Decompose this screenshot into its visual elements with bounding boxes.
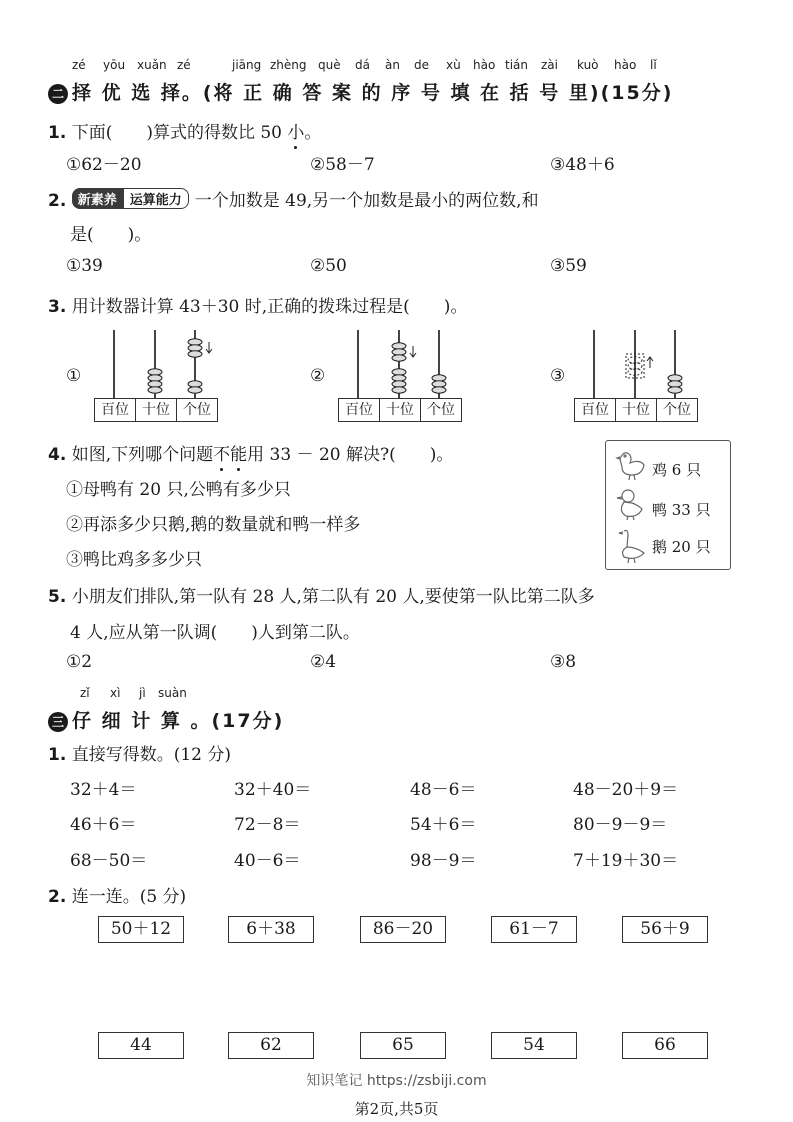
tag-skill: 运算能力	[123, 188, 189, 209]
pinyin: jiāng	[232, 58, 262, 72]
question-text: 如图,下列哪个问题	[71, 445, 214, 465]
calc-item[interactable]: 7＋19＋30＝	[573, 851, 679, 871]
question-5	[48, 582, 595, 607]
pinyin: hào	[473, 58, 496, 72]
match-answer-box[interactable]: 54	[491, 1032, 577, 1059]
question-text: 下面( )算式的得数比 50	[71, 123, 288, 143]
emphasis-char: 不	[213, 445, 231, 465]
calc-item[interactable]: 68－50＝	[70, 851, 148, 871]
pinyin: xuǎn	[137, 58, 167, 72]
pinyin: xì	[110, 686, 121, 700]
footer-watermark: 知识笔记 https://zsbiji.com	[306, 1073, 487, 1089]
match-expression-box[interactable]: 86－20	[360, 916, 446, 943]
pinyin: zǐ	[80, 686, 90, 700]
question-number: 2.	[48, 191, 67, 211]
q5-option-c[interactable]: ③8	[550, 652, 577, 672]
q4-option-b[interactable]: ②再添多少只鹅,鹅的数量就和鸭一样多	[66, 515, 361, 535]
calc-item[interactable]: 48－20＋9＝	[573, 780, 679, 800]
goose-count: 鹅 20 只	[652, 538, 711, 556]
match-expression-box[interactable]: 56＋9	[622, 916, 708, 943]
pinyin: jì	[139, 686, 146, 700]
calc-item[interactable]: 80－9－9＝	[573, 815, 668, 835]
place-label-ones: 个位	[663, 402, 691, 418]
match-expression-box[interactable]: 50＋12	[98, 916, 184, 943]
question-text: 小朋友们排队,第一队有 28 人,第二队有 20 人,要使第一队比第二队多	[71, 587, 595, 607]
section2-title-text: 择 优 选 择。(将 正 确 答 案 的 序 号 填 在 括 号 里)(15分)	[72, 82, 674, 104]
q2-option-a[interactable]: ①39	[66, 256, 103, 276]
place-label-hundreds: 百位	[339, 399, 380, 421]
section-number-badge: 二	[48, 84, 68, 104]
question-number: 5.	[48, 587, 67, 607]
pinyin: àn	[385, 58, 400, 72]
calc-item[interactable]: 72－8＝	[234, 815, 301, 835]
duck-icon	[614, 487, 648, 521]
pinyin: kuò	[577, 58, 599, 72]
match-expression-box[interactable]: 6＋38	[228, 916, 314, 943]
tag-new-literacy: 新素养	[72, 188, 123, 209]
pinyin: xù	[446, 58, 461, 72]
abacus-beads	[94, 330, 218, 398]
place-label-ones: 个位	[183, 402, 211, 418]
question-2	[48, 186, 539, 211]
emphasis-char: 能	[230, 445, 248, 465]
section2-title	[48, 78, 673, 105]
calc-item[interactable]: 32＋40＝	[234, 780, 312, 800]
pinyin: suàn	[158, 686, 187, 700]
pinyin: zé	[72, 58, 86, 72]
question-number: 1.	[48, 745, 67, 765]
question-2-line2: 是( )。	[70, 225, 152, 245]
abacus-beads	[574, 330, 698, 398]
goose-icon	[614, 527, 648, 565]
abacus-c	[574, 330, 698, 422]
match-expression-box[interactable]: 61－7	[491, 916, 577, 943]
question-text-end: 用 33 － 20 解决?( )。	[247, 445, 454, 465]
q4-option-c[interactable]: ③鸭比鸡多多少只	[66, 550, 202, 570]
question-text: 连一连。(5 分)	[71, 887, 187, 907]
page-number: 第2页,共5页	[354, 1100, 439, 1118]
abacus-beads	[338, 330, 462, 398]
match-answer-box[interactable]: 62	[228, 1032, 314, 1059]
calc-item[interactable]: 98－9＝	[410, 851, 477, 871]
question-3	[48, 292, 467, 317]
place-label-hundreds: 百位	[95, 399, 136, 421]
place-label-ones: 个位	[427, 402, 455, 418]
calc-item[interactable]: 32＋4＝	[70, 780, 137, 800]
question-number: 2.	[48, 887, 67, 907]
chicken-count: 鸡 6 只	[652, 461, 702, 479]
pinyin: hào	[614, 58, 637, 72]
question-4	[48, 440, 453, 465]
pinyin: què	[318, 58, 341, 72]
q2-option-c[interactable]: ③59	[550, 256, 587, 276]
q1-option-a[interactable]: ①62－20	[66, 155, 142, 175]
question-number: 4.	[48, 445, 67, 465]
duck-count: 鸭 33 只	[652, 501, 711, 519]
place-label-hundreds: 百位	[575, 399, 616, 421]
question-text: 直接写得数。(12 分)	[71, 745, 232, 765]
q5-option-a[interactable]: ①2	[66, 652, 93, 672]
place-label-tens: 十位	[136, 399, 177, 421]
question-text: 一个加数是 49,另一个加数是最小的两位数,和	[194, 191, 539, 211]
pinyin: tián	[505, 58, 528, 72]
place-label-row	[94, 398, 218, 422]
calc-item[interactable]: 46＋6＝	[70, 815, 137, 835]
pinyin: zé	[177, 58, 191, 72]
chicken-icon	[614, 445, 648, 481]
pinyin: yōu	[103, 58, 126, 72]
section3-title-text: 仔 细 计 算 。(17分)	[72, 710, 285, 732]
emphasis-char: 小	[287, 123, 305, 143]
s3-question-1	[48, 740, 231, 765]
q4-option-a[interactable]: ①母鸭有 20 只,公鸭有多少只	[66, 480, 291, 500]
q1-option-b[interactable]: ②58－7	[310, 155, 375, 175]
pinyin: zhèng	[270, 58, 307, 72]
question-text: 用计数器计算 43＋30 时,正确的拨珠过程是( )。	[71, 297, 468, 317]
q3-option-a[interactable]: ①	[66, 366, 82, 386]
q2-option-b[interactable]: ②50	[310, 256, 347, 276]
pinyin: de	[414, 58, 429, 72]
question-text-end: 。	[304, 123, 322, 143]
question-5-line2: 4 人,应从第一队调( )人到第二队。	[70, 623, 360, 643]
q3-option-b[interactable]: ②	[310, 366, 326, 386]
s3-question-2	[48, 882, 186, 907]
place-label-row	[338, 398, 462, 422]
animal-count-box	[605, 440, 731, 570]
pinyin: dá	[355, 58, 370, 72]
q3-option-c[interactable]: ③	[550, 366, 566, 386]
section3-title	[48, 706, 284, 733]
question-number: 1.	[48, 123, 67, 143]
question-number: 3.	[48, 297, 67, 317]
match-answer-box[interactable]: 44	[98, 1032, 184, 1059]
match-answer-box[interactable]: 66	[622, 1032, 708, 1059]
place-label-row	[574, 398, 698, 422]
q5-option-b[interactable]: ②4	[310, 652, 337, 672]
pinyin: lǐ	[650, 58, 657, 72]
pinyin: zài	[541, 58, 558, 72]
calc-item[interactable]: 48－6＝	[410, 780, 477, 800]
abacus-b	[338, 330, 462, 422]
calc-item[interactable]: 54＋6＝	[410, 815, 477, 835]
section-number-badge: 三	[48, 712, 68, 732]
place-label-tens: 十位	[380, 399, 421, 421]
question-1	[48, 118, 321, 143]
abacus-a	[94, 330, 218, 422]
place-label-tens: 十位	[616, 399, 657, 421]
calc-item[interactable]: 40－6＝	[234, 851, 301, 871]
match-answer-box[interactable]: 65	[360, 1032, 446, 1059]
q1-option-c[interactable]: ③48＋6	[550, 155, 615, 175]
